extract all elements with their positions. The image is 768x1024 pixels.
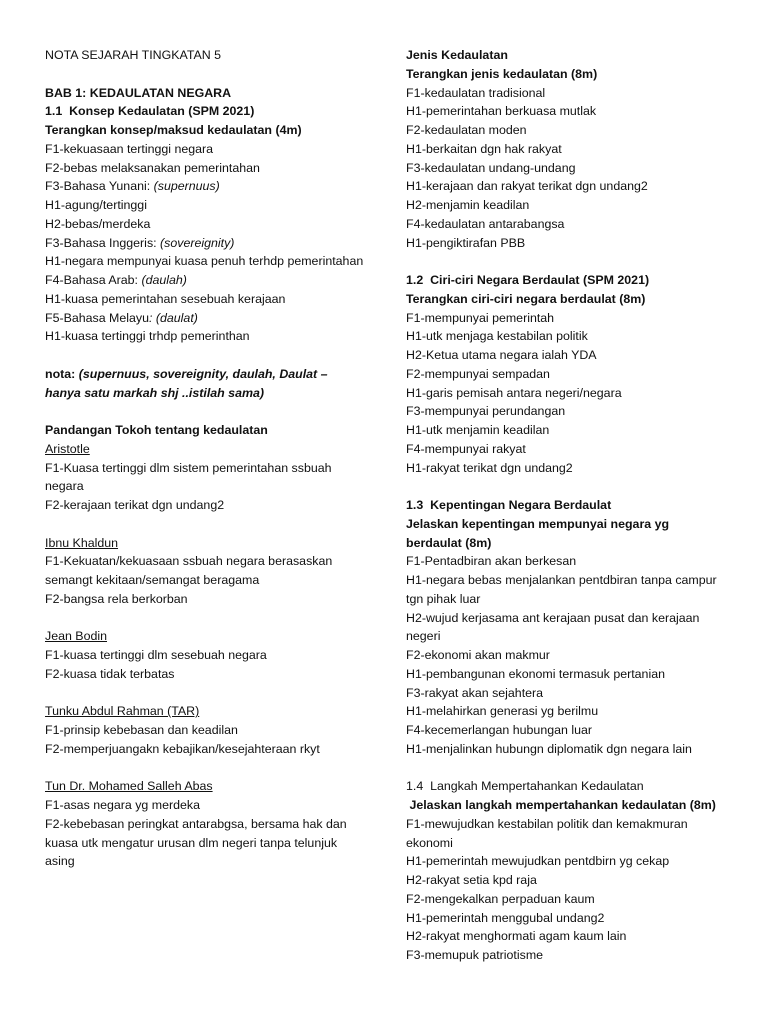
figure-name: Aristotle xyxy=(45,441,90,456)
note-line: H1-negara mempunyai kuasa penuh terhdp pemerintahan xyxy=(45,254,364,269)
note-line: F2-kuasa tidak terbatas xyxy=(45,666,175,681)
spacer xyxy=(45,684,365,703)
question: Jelaskan kepentingan mempunyai negara yg berdaulat (8m) xyxy=(406,516,673,550)
spacer xyxy=(45,515,365,534)
note-line xyxy=(45,234,365,253)
note-line: H2-rakyat menghormati agam kaum lain xyxy=(406,929,627,944)
term-italic: (sovereignity) xyxy=(160,235,235,250)
question: Jelaskan langkah mempertahankan kedaulatan (8m) xyxy=(406,798,716,812)
note-line: F3-kedaulatan undang-undang xyxy=(406,160,576,175)
note-line: F4-mempunyai rakyat xyxy=(406,441,526,456)
note-line xyxy=(45,309,365,328)
document-title: NOTA SEJARAH TINGKATAN 5 xyxy=(45,48,222,62)
note-line-text: F3-Bahasa Inggeris: xyxy=(45,235,161,250)
note-line: F1-kekuasaan tertinggi negara xyxy=(45,141,214,156)
figure-name: Ibnu Khaldun xyxy=(45,535,119,550)
note-line: F2-mengekalkan perpaduan kaum xyxy=(406,891,595,906)
note-line: H1-menjalinkan hubungn diplomatik dgn negara lain xyxy=(406,741,692,756)
note-line: H1-utk menjamin keadilan xyxy=(406,423,550,437)
note-line: H2-Ketua utama negara ialah YDA xyxy=(406,348,597,362)
note-line: F3-rakyat akan sejahtera xyxy=(406,685,544,700)
section-heading: 1.3 Kepentingan Negara Berdaulat xyxy=(406,498,612,512)
spacer xyxy=(406,252,726,271)
term-italic: (daulah) xyxy=(141,273,187,287)
note-line: H1-pemerintahan berkuasa mutlak xyxy=(406,104,597,119)
note-line: F1-Kuasa tertinggi dlm sistem pemerintahan ssbuah negara xyxy=(45,460,335,494)
note-line: F4-kecemerlangan hubungan luar xyxy=(406,723,592,737)
note-line: F2-bangsa rela berkorban xyxy=(45,591,188,606)
note-line-text: F3-Bahasa Yunani: xyxy=(45,179,154,194)
note-line xyxy=(45,177,365,196)
note-line: H1-rakyat terikat dgn undang2 xyxy=(406,460,573,475)
note-line: F1-kedaulatan tradisional xyxy=(406,85,546,100)
note-line: F3-memupuk patriotisme xyxy=(406,948,544,962)
note-line: H1-utk menjaga kestabilan politik xyxy=(406,329,588,344)
note-line: F3-mempunyai perundangan xyxy=(406,404,566,419)
spacer xyxy=(45,402,365,421)
section-heading: 1.4 Langkah Mempertahankan Kedaulatan xyxy=(406,779,644,794)
left-column xyxy=(45,46,365,871)
note-line: H1-agung/tertinggi xyxy=(45,198,147,212)
note-line: H1-pengiktirafan PBB xyxy=(406,235,526,250)
note-line: H1-berkaitan dgn hak rakyat xyxy=(406,141,562,156)
note-line-text: F5-Bahasa Melayu xyxy=(45,310,149,325)
spacer xyxy=(406,759,726,778)
spacer xyxy=(45,65,365,84)
note-line: H1-negara bebas menjalankan pentdbiran tanpa campur tgn pihak luar xyxy=(406,573,721,606)
note-line: H1-pembangunan ekonomi termasuk pertanian xyxy=(406,666,665,681)
note-line: H2-bebas/merdeka xyxy=(45,216,151,231)
figure-name: Tun Dr. Mohamed Salleh Abas xyxy=(45,779,213,794)
note-line xyxy=(45,271,365,290)
note-line: F2-kerajaan terikat dgn undang2 xyxy=(45,498,225,512)
note-line: H1-garis pemisah antara negeri/negara xyxy=(406,385,622,400)
chapter-heading: BAB 1: KEDAULATAN NEGARA xyxy=(45,85,232,100)
note-line: F1-asas negara yg merdeka xyxy=(45,798,200,812)
note-line: F2-kedaulatan moden xyxy=(406,123,527,137)
nota-text: (supernuus, sovereignity, daulah, Daulat – hanya satu markah shj ..istilah sama) xyxy=(45,366,331,400)
note-line: H2-menjamin keadilan xyxy=(406,198,530,212)
note-line: F2-bebas melaksanakan pemerintahan xyxy=(45,160,260,175)
note-line: F1-Kekuatan/kekuasaan ssbuah negara berasaskan semangt kekitaan/semangat beragama xyxy=(45,554,336,587)
section-heading: 1.2 Ciri-ciri Negara Berdaulat (SPM 2021) xyxy=(406,273,650,287)
section-heading: 1.1 Konsep Kedaulatan (SPM 2021) xyxy=(45,104,255,119)
note-line: H2-wujud kerjasama ant kerajaan pusat dan kerajaan negeri xyxy=(406,610,703,644)
note-line: H1-pemerintah mewujudkan pentdbirn yg cekap xyxy=(406,854,670,869)
spacer xyxy=(45,759,365,778)
note-line: F1-mewujudkan kestabilan politik dan kemakmuran ekonomi xyxy=(406,816,692,850)
note-line-text: F4-Bahasa Arab: xyxy=(45,273,142,287)
spacer xyxy=(45,346,365,365)
right-column xyxy=(406,46,726,965)
note-line: H1-kuasa pemerintahan sesebuah kerajaan xyxy=(45,291,286,306)
spacer xyxy=(45,609,365,628)
term-italic: (supernuus) xyxy=(153,179,220,194)
note-line: F2-kebebasan peringkat antarabgsa, bersama hak dan kuasa utk mengatur urusan dlm negeri tanpa telunjuk asing xyxy=(45,816,351,869)
spacer xyxy=(406,477,726,496)
question: Terangkan konsep/maksud kedaulatan (4m) xyxy=(45,123,302,137)
note-line: H1-pemerintah menggubal undang2 xyxy=(406,910,605,925)
section-heading: Pandangan Tokoh tentang kedaulatan xyxy=(45,423,268,437)
question: Terangkan jenis kedaulatan (8m) xyxy=(406,66,598,81)
question: Terangkan ciri-ciri negara berdaulat (8m) xyxy=(406,291,646,306)
note-line: F2-ekonomi akan makmur xyxy=(406,648,550,662)
note-line: F4-kedaulatan antarabangsa xyxy=(406,216,565,231)
nota-remark xyxy=(45,365,365,403)
note-line: H1-melahirkan generasi yg berilmu xyxy=(406,704,599,719)
nota-label: nota: xyxy=(45,366,79,381)
note-line: H2-rakyat setia kpd raja xyxy=(406,873,537,887)
figure-name: Jean Bodin xyxy=(45,629,108,644)
section-heading: Jenis Kedaulatan xyxy=(406,48,508,62)
figure-name: Tunku Abdul Rahman (TAR) xyxy=(45,704,200,719)
note-line: F2-memperjuangakn kebajikan/kesejahteraan rkyt xyxy=(45,741,320,756)
note-line: F1-Pentadbiran akan berkesan xyxy=(406,554,577,569)
note-line: H1-kerajaan dan rakyat terikat dgn undang2 xyxy=(406,179,648,194)
note-line: F1-prinsip kebebasan dan keadilan xyxy=(45,723,238,737)
note-line: F1-mempunyai pemerintah xyxy=(406,310,555,325)
term-italic: : (daulat) xyxy=(149,310,198,325)
note-line: F1-kuasa tertinggi dlm sesebuah negara xyxy=(45,648,267,662)
note-line: F2-mempunyai sempadan xyxy=(406,366,550,381)
note-line: H1-kuasa tertinggi trhdp pemerinthan xyxy=(45,329,250,344)
